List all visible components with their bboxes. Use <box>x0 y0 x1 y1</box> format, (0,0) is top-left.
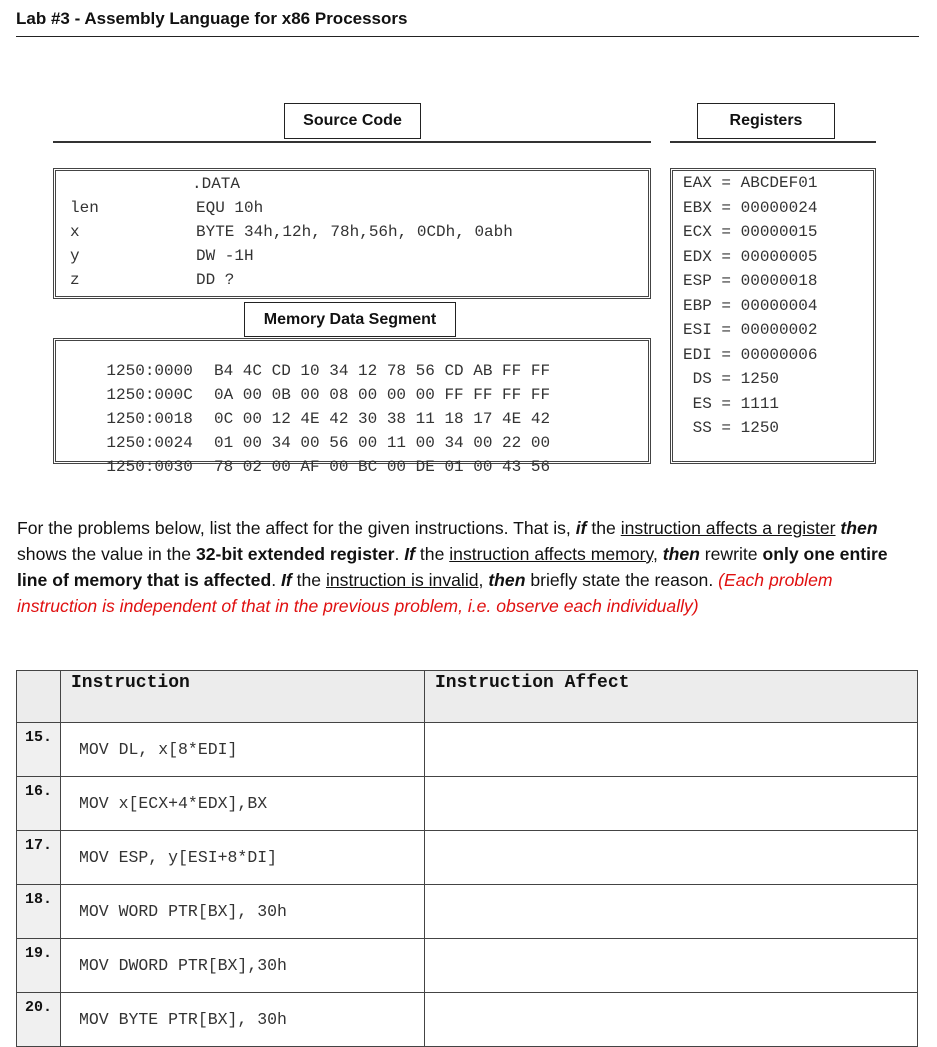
table-row <box>17 993 918 1047</box>
memory-address: 1250:0018 <box>106 410 193 428</box>
memory-segment-label: Memory Data Segment <box>244 302 456 337</box>
affect-answer-cell[interactable] <box>425 831 918 885</box>
text-run: instruction affects a register <box>620 518 836 538</box>
register-row: ECX = 00000015 <box>683 223 818 241</box>
register-row: EDX = 00000005 <box>683 248 818 266</box>
text-run: if <box>575 518 587 538</box>
affect-answer-cell[interactable] <box>425 723 918 777</box>
problem-number: 18. <box>17 885 61 939</box>
source-code-label: Source Code <box>284 103 421 139</box>
text-run: the <box>591 518 616 538</box>
number-column-header <box>17 671 61 723</box>
problem-instruction: MOV x[ECX+4*EDX],BX <box>61 777 425 831</box>
memory-bytes: 78 02 00 AF 00 BC 00 DE 01 00 43 56 <box>214 458 551 476</box>
independence-note: (Each problem instruction is independent of that in the previous problem, i.e. observe each individually) <box>17 570 833 616</box>
problem-instruction: MOV ESP, y[ESI+8*DI] <box>61 831 425 885</box>
variable-name: z <box>70 271 80 289</box>
text-run: 32-bit extended register <box>195 544 395 564</box>
text-run: briefly state the reason. <box>530 570 714 590</box>
text-run: , <box>652 544 658 564</box>
table-row <box>17 831 918 885</box>
problem-number: 15. <box>17 723 61 777</box>
text-run: the <box>419 544 445 564</box>
text-run: then <box>662 544 700 564</box>
memory-bytes: 0A 00 0B 00 08 00 00 00 FF FF FF FF <box>214 386 551 404</box>
title-divider <box>16 36 919 37</box>
register-row: ES = 1111 <box>683 395 780 413</box>
instruction-header-label: Instruction <box>71 673 190 693</box>
text-run: the <box>296 570 322 590</box>
memory-address: 1250:0024 <box>106 434 193 452</box>
variable-definition: DD ? <box>196 271 235 289</box>
affect-header-label: Instruction Affect <box>435 673 630 693</box>
page-title: Lab #3 - Assembly Language for x86 Processors <box>16 9 408 28</box>
registers-box <box>670 168 876 464</box>
register-row: DS = 1250 <box>683 370 780 388</box>
text-run: . <box>394 544 400 564</box>
memory-bytes: 01 00 34 00 56 00 11 00 34 00 22 00 <box>214 434 551 452</box>
problem-number: 19. <box>17 939 61 993</box>
register-row: EBP = 00000004 <box>683 297 818 315</box>
problem-instruction: MOV WORD PTR[BX], 30h <box>61 885 425 939</box>
problem-instruction: MOV DL, x[8*EDI] <box>61 723 425 777</box>
table-row <box>17 939 918 993</box>
text-run: For the problems below, list the affect for the given instructions. That is, <box>17 518 571 538</box>
table-row <box>17 777 918 831</box>
register-row: ESI = 00000002 <box>683 321 818 339</box>
text-run: , <box>478 570 484 590</box>
text-run: . <box>271 570 277 590</box>
memory-address: 1250:0000 <box>106 362 193 380</box>
memory-bytes: B4 4C CD 10 34 12 78 56 CD AB FF FF <box>214 362 551 380</box>
variable-name: len <box>70 199 99 217</box>
table-header-row <box>17 671 918 723</box>
affect-answer-cell[interactable] <box>425 993 918 1047</box>
variable-definition: DW -1H <box>196 247 254 265</box>
problem-instruction: MOV BYTE PTR[BX], 30h <box>61 993 425 1047</box>
data-directive: .DATA <box>192 175 241 193</box>
variable-definition: BYTE 34h,12h, 78h,56h, 0CDh, 0abh <box>196 223 513 241</box>
variable-definition: EQU 10h <box>196 199 264 217</box>
text-run: only one entire line of memory that is affected <box>17 544 888 590</box>
text-run: instruction is invalid <box>325 570 479 590</box>
problem-number: 16. <box>17 777 61 831</box>
problem-number: 20. <box>17 993 61 1047</box>
instruction-column-header <box>61 671 425 723</box>
memory-address: 1250:000C <box>106 386 193 404</box>
affect-answer-cell[interactable] <box>425 939 918 993</box>
register-row: EAX = ABCDEF01 <box>683 174 818 192</box>
problem-number: 17. <box>17 831 61 885</box>
affect-column-header <box>425 671 918 723</box>
register-row: EBX = 00000024 <box>683 199 818 217</box>
affect-answer-cell[interactable] <box>425 777 918 831</box>
table-row <box>17 885 918 939</box>
affect-answer-cell[interactable] <box>425 885 918 939</box>
source-code-rule <box>53 141 651 143</box>
text-run: rewrite <box>704 544 758 564</box>
memory-bytes: 0C 00 12 4E 42 30 38 11 18 17 4E 42 <box>214 410 551 428</box>
register-row: EDI = 00000006 <box>683 346 818 364</box>
text-run: shows the value in the <box>17 544 192 564</box>
variable-name: y <box>70 247 80 265</box>
instructions-paragraph <box>17 515 912 619</box>
table-row <box>17 723 918 777</box>
problem-instruction: MOV DWORD PTR[BX],30h <box>61 939 425 993</box>
text-run: then <box>840 518 878 538</box>
variable-name: x <box>70 223 80 241</box>
text-run: then <box>488 570 526 590</box>
register-row: SS = 1250 <box>683 419 780 437</box>
register-row: ESP = 00000018 <box>683 272 818 290</box>
registers-rule <box>670 141 876 143</box>
memory-box <box>53 338 651 476</box>
text-run: If <box>280 570 292 590</box>
source-code-box <box>53 168 651 299</box>
registers-label: Registers <box>697 103 835 139</box>
memory-address: 1250:0030 <box>106 458 193 476</box>
text-run: If <box>404 544 415 564</box>
text-run: instruction affects memory <box>449 544 653 564</box>
problems-table <box>16 670 918 1047</box>
